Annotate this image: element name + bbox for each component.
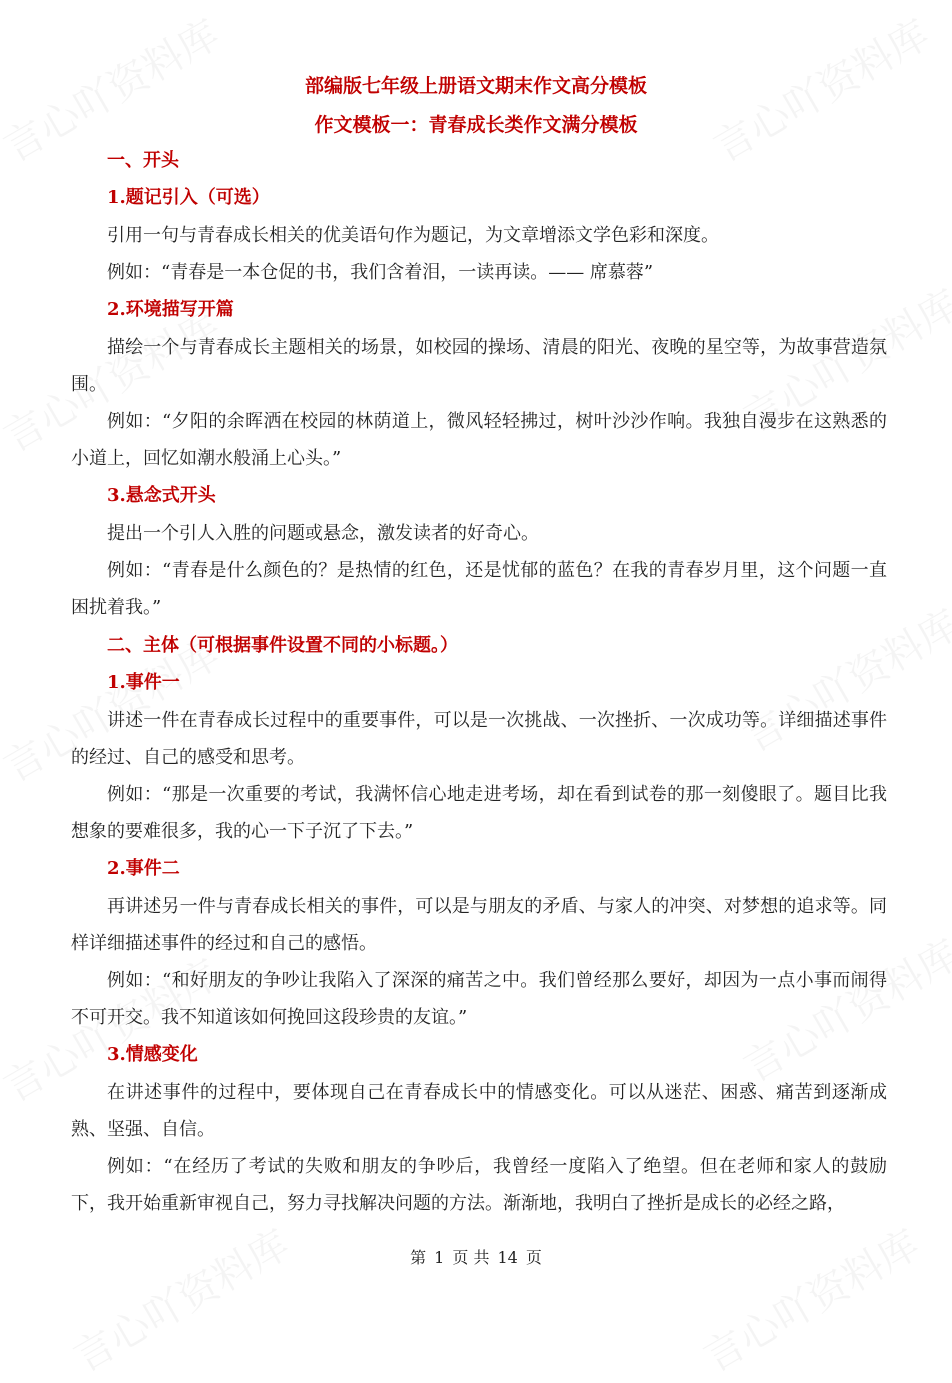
subheading-suspense: 3.悬念式开头 — [107, 485, 216, 506]
paragraph-event-one-example: 例如：“那是一次重要的考试，我满怀信心地走进考场，却在看到试卷的那一刻傻眼了。题目比我想象的要难很多，我的心一下子沉了下去。” — [71, 784, 887, 842]
subheading-environment: 2.环境描写开篇 — [107, 299, 234, 320]
subheading-event-one: 1.事件一 — [107, 672, 180, 693]
footer-suffix: 页 — [525, 1248, 542, 1267]
document-title: 部编版七年级上册语文期末作文高分模板 — [304, 75, 647, 97]
paragraph-epigraph-example: 例如：“青春是一本仓促的书，我们含着泪，一读再读。—— 席慕蓉” — [107, 262, 654, 283]
total-pages: 14 — [497, 1248, 518, 1267]
paragraph-environment-desc: 描绘一个与青春成长主题相关的场景，如校园的操场、清晨的阳光、夜晚的星空等，为故事营造氛围。 — [71, 337, 887, 395]
footer-prefix: 第 — [410, 1248, 427, 1267]
page-number: 1 — [434, 1248, 445, 1267]
document-subtitle: 作文模板一：青春成长类作文满分模板 — [314, 114, 638, 136]
paragraph-emotional-change-example: 例如：“在经历了考试的失败和朋友的争吵后，我曾经一度陷入了绝望。但在老师和家人的鼓励下，我开始重新审视自己，努力寻找解决问题的方法。渐渐地，我明白了挫折是成长的必经之路， — [71, 1156, 887, 1214]
paragraph-suspense-desc: 提出一个引人入胜的问题或悬念，激发读者的好奇心。 — [107, 523, 539, 544]
paragraph-event-one-desc: 讲述一件在青春成长过程中的重要事件，可以是一次挑战、一次挫折、一次成功等。详细描述事件的经过、自己的感受和思考。 — [71, 710, 887, 768]
subheading-epigraph: 1.题记引入（可选） — [107, 187, 270, 208]
subheading-event-two: 2.事件二 — [107, 858, 180, 879]
paragraph-emotional-change-desc: 在讲述事件的过程中，要体现自己在青春成长中的情感变化。可以从迷茫、困惑、痛苦到逐渐成熟、坚强、自信。 — [71, 1082, 887, 1140]
section-heading-opening: 一、开头 — [107, 150, 179, 171]
paragraph-environment-example: 例如：“夕阳的余晖洒在校园的林荫道上，微风轻轻拂过，树叶沙沙作响。我独自漫步在这熟悉的小道上，回忆如潮水般涌上心头。” — [71, 411, 887, 469]
footer-middle: 页 共 — [452, 1248, 490, 1267]
paragraph-event-two-desc: 再讲述另一件与青春成长相关的事件，可以是与朋友的矛盾、与家人的冲突、对梦想的追求等。同样详细描述事件的经过和自己的感悟。 — [71, 896, 887, 954]
section-heading-body: 二、主体（可根据事件设置不同的小标题。） — [107, 635, 458, 656]
page-footer — [0, 1248, 952, 1268]
subheading-emotional-change: 3.情感变化 — [107, 1044, 198, 1065]
paragraph-event-two-example: 例如：“和好朋友的争吵让我陷入了深深的痛苦之中。我们曾经那么要好，却因为一点小事而闹得不可开交。我不知道该如何挽回这段珍贵的友谊。” — [71, 970, 887, 1028]
paragraph-epigraph-desc: 引用一句与青春成长相关的优美语句作为题记，为文章增添文学色彩和深度。 — [107, 225, 719, 246]
paragraph-suspense-example: 例如：“青春是什么颜色的？是热情的红色，还是忧郁的蓝色？在我的青春岁月里，这个问题一直困扰着我。” — [71, 560, 887, 618]
